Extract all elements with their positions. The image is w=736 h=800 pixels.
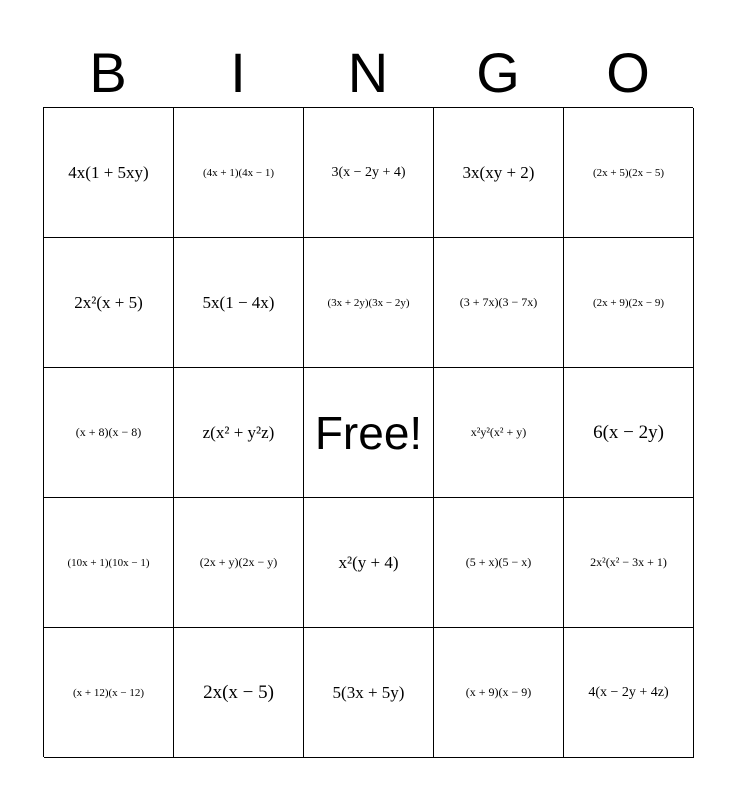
free-space-cell[interactable]: Free!	[304, 368, 434, 498]
bingo-cell[interactable]: (3 + 7x)(3 − 7x)	[434, 238, 564, 368]
bingo-cell[interactable]: (2x + 5)(2x − 5)	[564, 108, 694, 238]
bingo-cell[interactable]: 2x²(x² − 3x + 1)	[564, 498, 694, 628]
header-letter-n: N	[347, 41, 389, 104]
header-letter-o: O	[606, 41, 650, 104]
bingo-cell[interactable]: 6(x − 2y)	[564, 368, 694, 498]
bingo-cell[interactable]: 4x(1 + 5xy)	[44, 108, 174, 238]
bingo-cell[interactable]: (4x + 1)(4x − 1)	[174, 108, 304, 238]
bingo-cell[interactable]: 4(x − 2y + 4z)	[564, 628, 694, 758]
bingo-cell[interactable]: 5x(1 − 4x)	[174, 238, 304, 368]
bingo-cell[interactable]: 2x²(x + 5)	[44, 238, 174, 368]
bingo-cell[interactable]: x²(y + 4)	[304, 498, 434, 628]
bingo-cell[interactable]: (2x + y)(2x − y)	[174, 498, 304, 628]
bingo-cell[interactable]: 5(3x + 5y)	[304, 628, 434, 758]
header-letter-g: G	[476, 41, 520, 104]
header-letter-i: I	[230, 41, 246, 104]
bingo-cell[interactable]: (x + 12)(x − 12)	[44, 628, 174, 758]
bingo-cell[interactable]: (2x + 9)(2x − 9)	[564, 238, 694, 368]
bingo-cell[interactable]: 3(x − 2y + 4)	[304, 108, 434, 238]
bingo-cell[interactable]: 2x(x − 5)	[174, 628, 304, 758]
bingo-cell[interactable]: z(x² + y²z)	[174, 368, 304, 498]
bingo-cell[interactable]: (3x + 2y)(3x − 2y)	[304, 238, 434, 368]
bingo-cell[interactable]: (10x + 1)(10x − 1)	[44, 498, 174, 628]
bingo-header	[43, 38, 693, 108]
bingo-cell[interactable]: (x + 9)(x − 9)	[434, 628, 564, 758]
bingo-cell[interactable]: (x + 8)(x − 8)	[44, 368, 174, 498]
bingo-cell[interactable]: x²y²(x² + y)	[434, 368, 564, 498]
bingo-grid	[43, 107, 693, 757]
header-letter-b: B	[89, 41, 127, 104]
bingo-cell[interactable]: (5 + x)(5 − x)	[434, 498, 564, 628]
bingo-cell[interactable]: 3x(xy + 2)	[434, 108, 564, 238]
